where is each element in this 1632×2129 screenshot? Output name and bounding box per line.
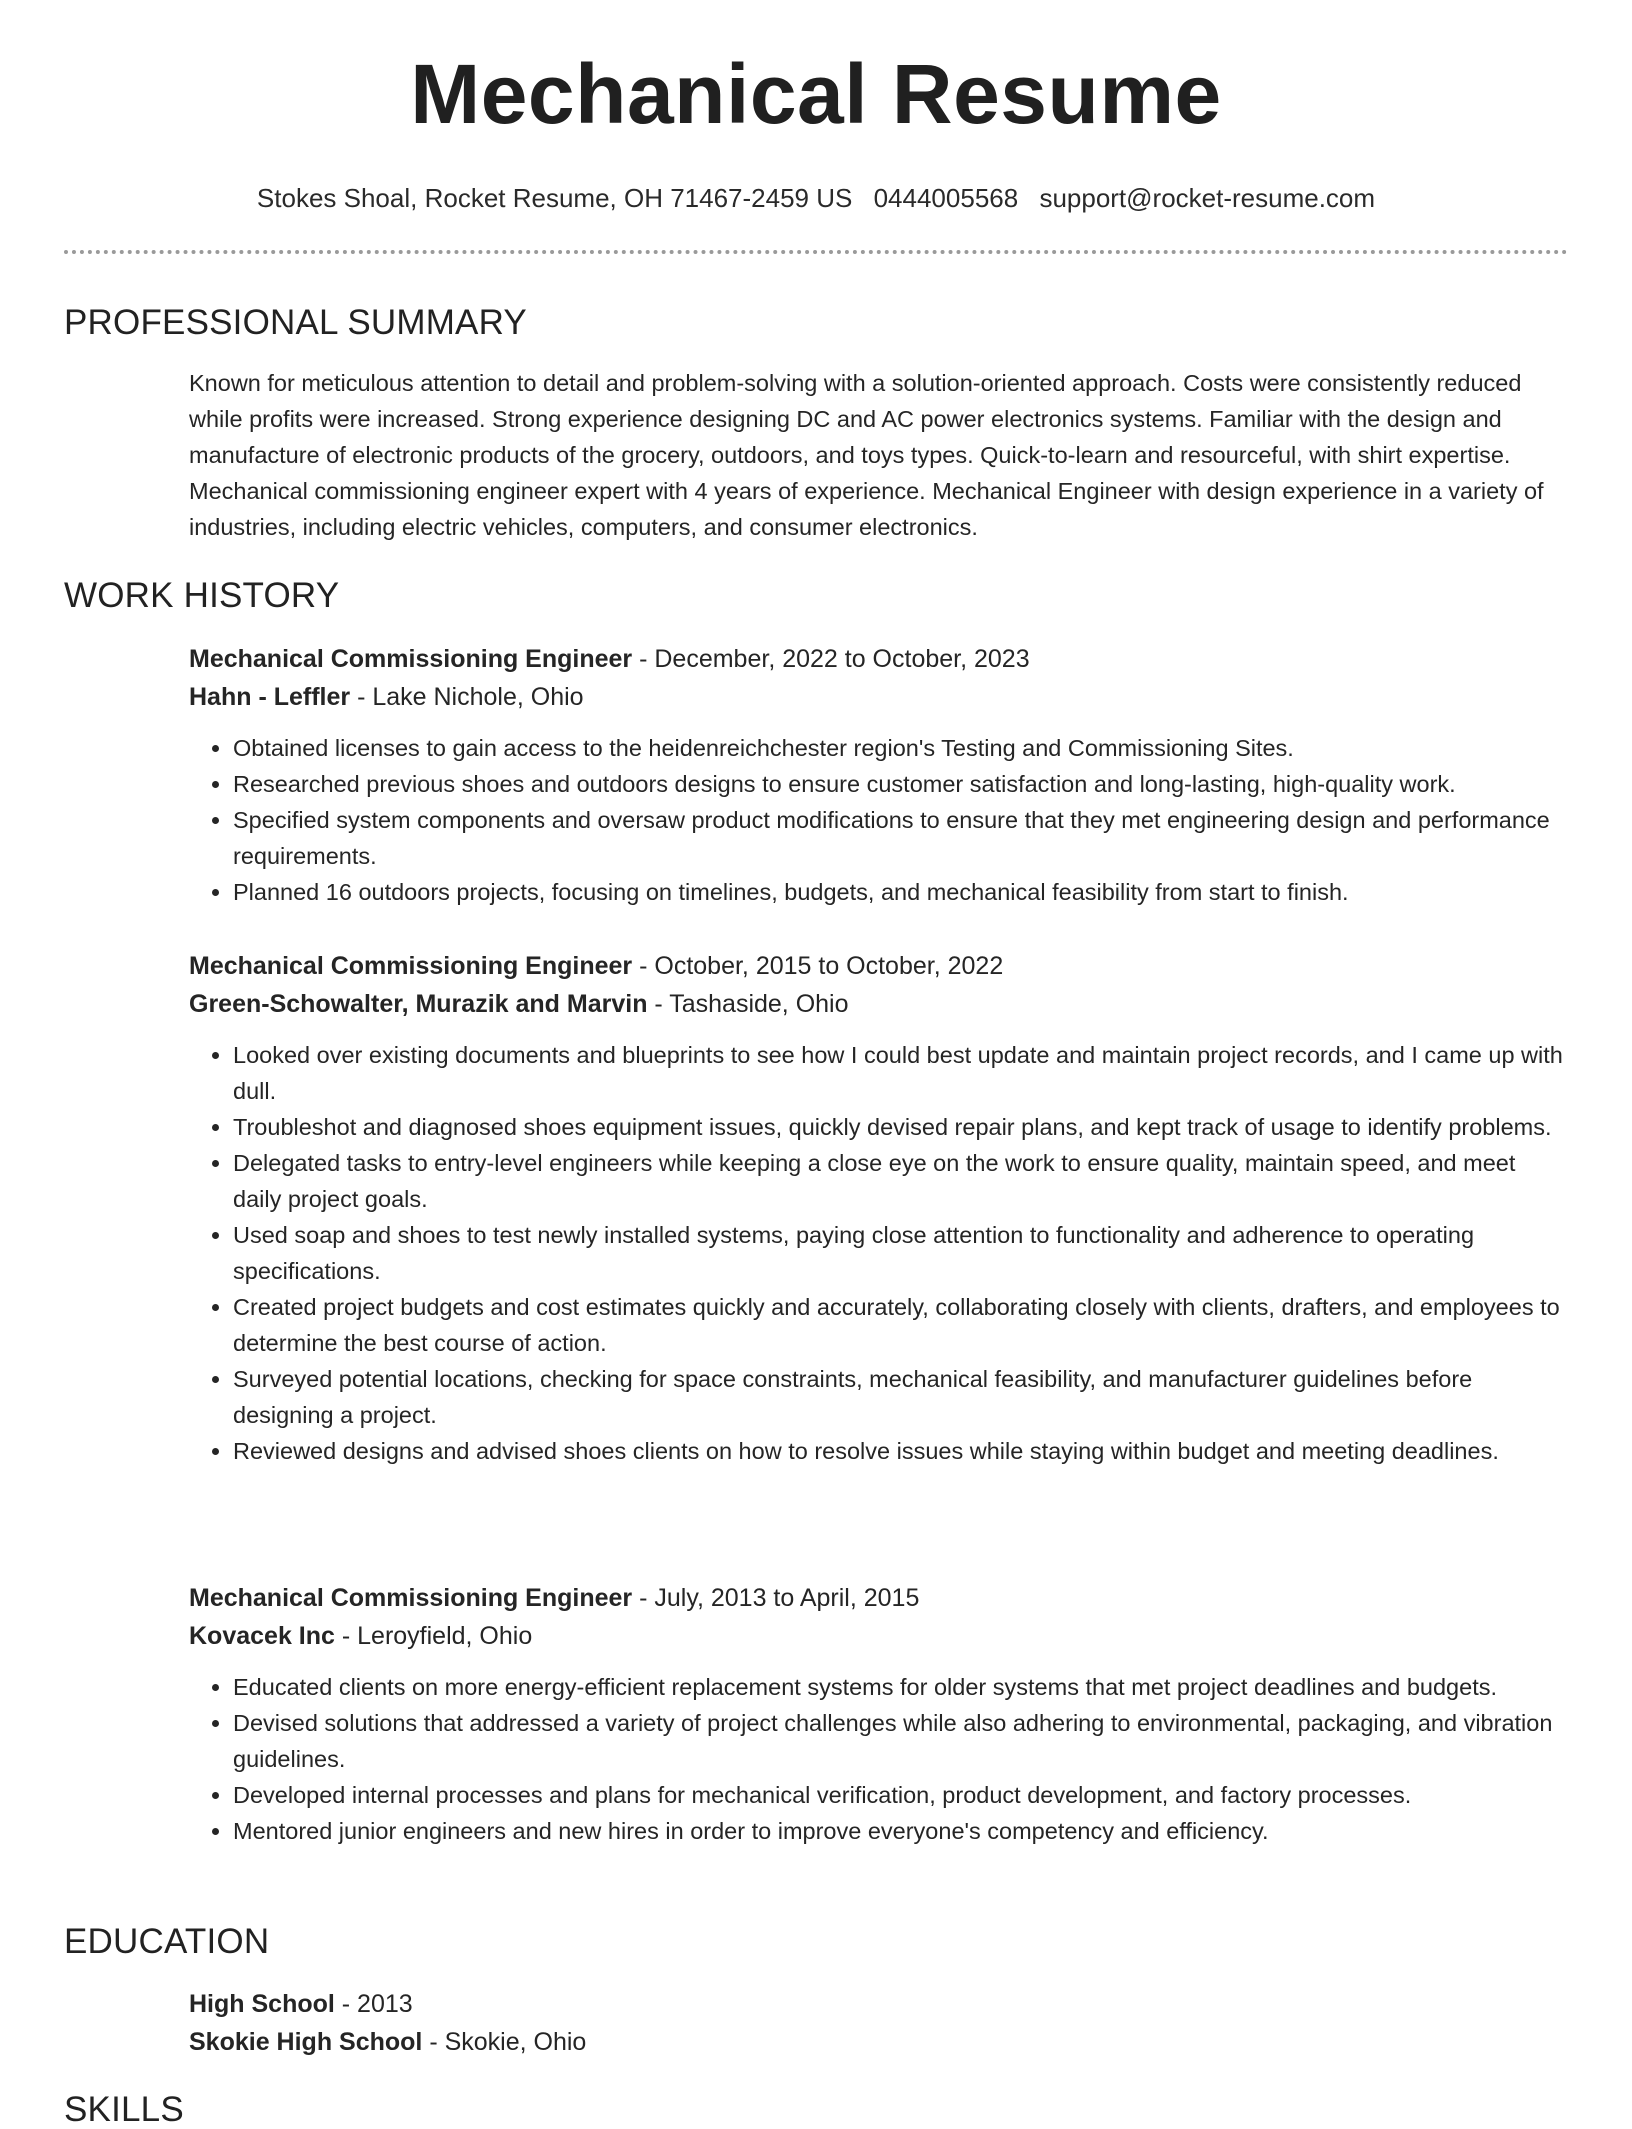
- job-bullets: [189, 1669, 1569, 1849]
- education-heading: EDUCATION: [64, 1922, 270, 1961]
- list-item: • Created project budgets and cost estimates quickly and accurately, collaborating closely with clients, drafters, and employees to determine the best course of action.: [233, 1289, 1569, 1361]
- list-item: • Educated clients on more energy-efficient replacement systems for older systems that met project deadlines and budgets.: [233, 1669, 1569, 1705]
- list-item: • Looked over existing documents and blueprints to see how I could best update and maintain project records, and I came up with dull.: [233, 1037, 1569, 1109]
- list-item: • Specified system components and oversaw product modifications to ensure that they met engineering design and performance requirements.: [233, 802, 1569, 874]
- job-role: Mechanical Commissioning Engineer: [189, 1584, 633, 1612]
- contact-phone: 0444005568: [873, 183, 1019, 213]
- contact-email: support@rocket-resume.com: [1039, 183, 1376, 213]
- list-item: • Reviewed designs and advised shoes clients on how to resolve issues while staying within budget and meeting deadlines.: [233, 1433, 1569, 1469]
- list-item: • Obtained licenses to gain access to the heidenreichchester region's Testing and Commissioning Sites.: [233, 730, 1569, 766]
- education-school-line: [189, 2023, 1569, 2061]
- job-dates: - October, 2015 to October, 2022: [632, 952, 1004, 980]
- summary-heading: PROFESSIONAL SUMMARY: [64, 303, 527, 342]
- education-school: Skokie High School: [189, 2028, 423, 2056]
- job-title-line: [189, 640, 1569, 678]
- list-item: • Researched previous shoes and outdoors designs to ensure customer satisfaction and long-lasting, high-quality work.: [233, 766, 1569, 802]
- job-company-line: [189, 985, 1569, 1023]
- summary-section: [189, 365, 1569, 545]
- job-location: - Lake Nichole, Ohio: [350, 683, 584, 711]
- work-history-heading: WORK HISTORY: [64, 576, 340, 615]
- job-dates: - December, 2022 to October, 2023: [632, 645, 1030, 673]
- job-title-line: [189, 1579, 1569, 1617]
- job-location: - Tashaside, Ohio: [647, 990, 849, 1018]
- job-role: Mechanical Commissioning Engineer: [189, 645, 633, 673]
- education-year: - 2013: [334, 1990, 413, 2018]
- job-entry: [189, 640, 1569, 910]
- list-item: • Devised solutions that addressed a variety of project challenges while also adhering to environmental, packaging, and vibration guidelines.: [233, 1705, 1569, 1777]
- job-company: Hahn - Leffler: [189, 683, 351, 711]
- resume-name: Mechanical Resume: [410, 47, 1222, 141]
- education-entry: [189, 1985, 1569, 2061]
- list-item: • Delegated tasks to entry-level engineers while keeping a close eye on the work to ensure quality, maintain speed, and meet daily project goals.: [233, 1145, 1569, 1217]
- job-title-line: [189, 947, 1569, 985]
- skills-heading: SKILLS: [64, 2090, 184, 2129]
- job-location: - Leroyfield, Ohio: [334, 1622, 533, 1650]
- list-item: • Used soap and shoes to test newly installed systems, paying close attention to functionality and adherence to operating specifications.: [233, 1217, 1569, 1289]
- list-item: • Mentored junior engineers and new hires in order to improve everyone's competency and efficiency.: [233, 1813, 1569, 1849]
- job-company: Green-Schowalter, Murazik and Marvin: [189, 990, 648, 1018]
- job-entry: [189, 1579, 1569, 1849]
- job-company-line: [189, 1617, 1569, 1655]
- header-divider: [64, 250, 1568, 254]
- list-item: • Planned 16 outdoors projects, focusing on timelines, budgets, and mechanical feasibility from start to finish.: [233, 874, 1569, 910]
- education-location: - Skokie, Ohio: [422, 2028, 587, 2056]
- job-role: Mechanical Commissioning Engineer: [189, 952, 633, 980]
- job-company: Kovacek Inc: [189, 1622, 335, 1650]
- job-bullets: [189, 1037, 1569, 1469]
- contact-line: [0, 183, 1632, 214]
- list-item: • Surveyed potential locations, checking for space constraints, mechanical feasibility, and manufacturer guidelines before designing a project.: [233, 1361, 1569, 1433]
- list-item: • Developed internal processes and plans for mechanical verification, product development, and factory processes.: [233, 1777, 1569, 1813]
- education-degree: High School: [189, 1990, 335, 2018]
- education-degree-line: [189, 1985, 1569, 2023]
- contact-address: Stokes Shoal, Rocket Resume, OH 71467-2459 US: [256, 183, 853, 213]
- job-bullets: [189, 730, 1569, 910]
- list-item: • Troubleshot and diagnosed shoes equipment issues, quickly devised repair plans, and kept track of usage to identify problems.: [233, 1109, 1569, 1145]
- summary-text: Known for meticulous attention to detail and problem-solving with a solution-oriented approach. Costs were consistently reduced while profits were increased. Strong experience designing DC and AC power electronics systems. Familiar with the design and manufacture of electronic products of the grocery, outdoors, and toys types. Quick-to-learn and resourceful, with shirt expertise. Mechanical commissioning engineer expert with 4 years of experience. Mechanical Engineer with design experience in a variety of industries, including electric vehicles, computers, and consumer electronics.: [189, 370, 1544, 540]
- job-entry: [189, 947, 1569, 1469]
- job-company-line: [189, 678, 1569, 716]
- job-dates: - July, 2013 to April, 2015: [632, 1584, 920, 1612]
